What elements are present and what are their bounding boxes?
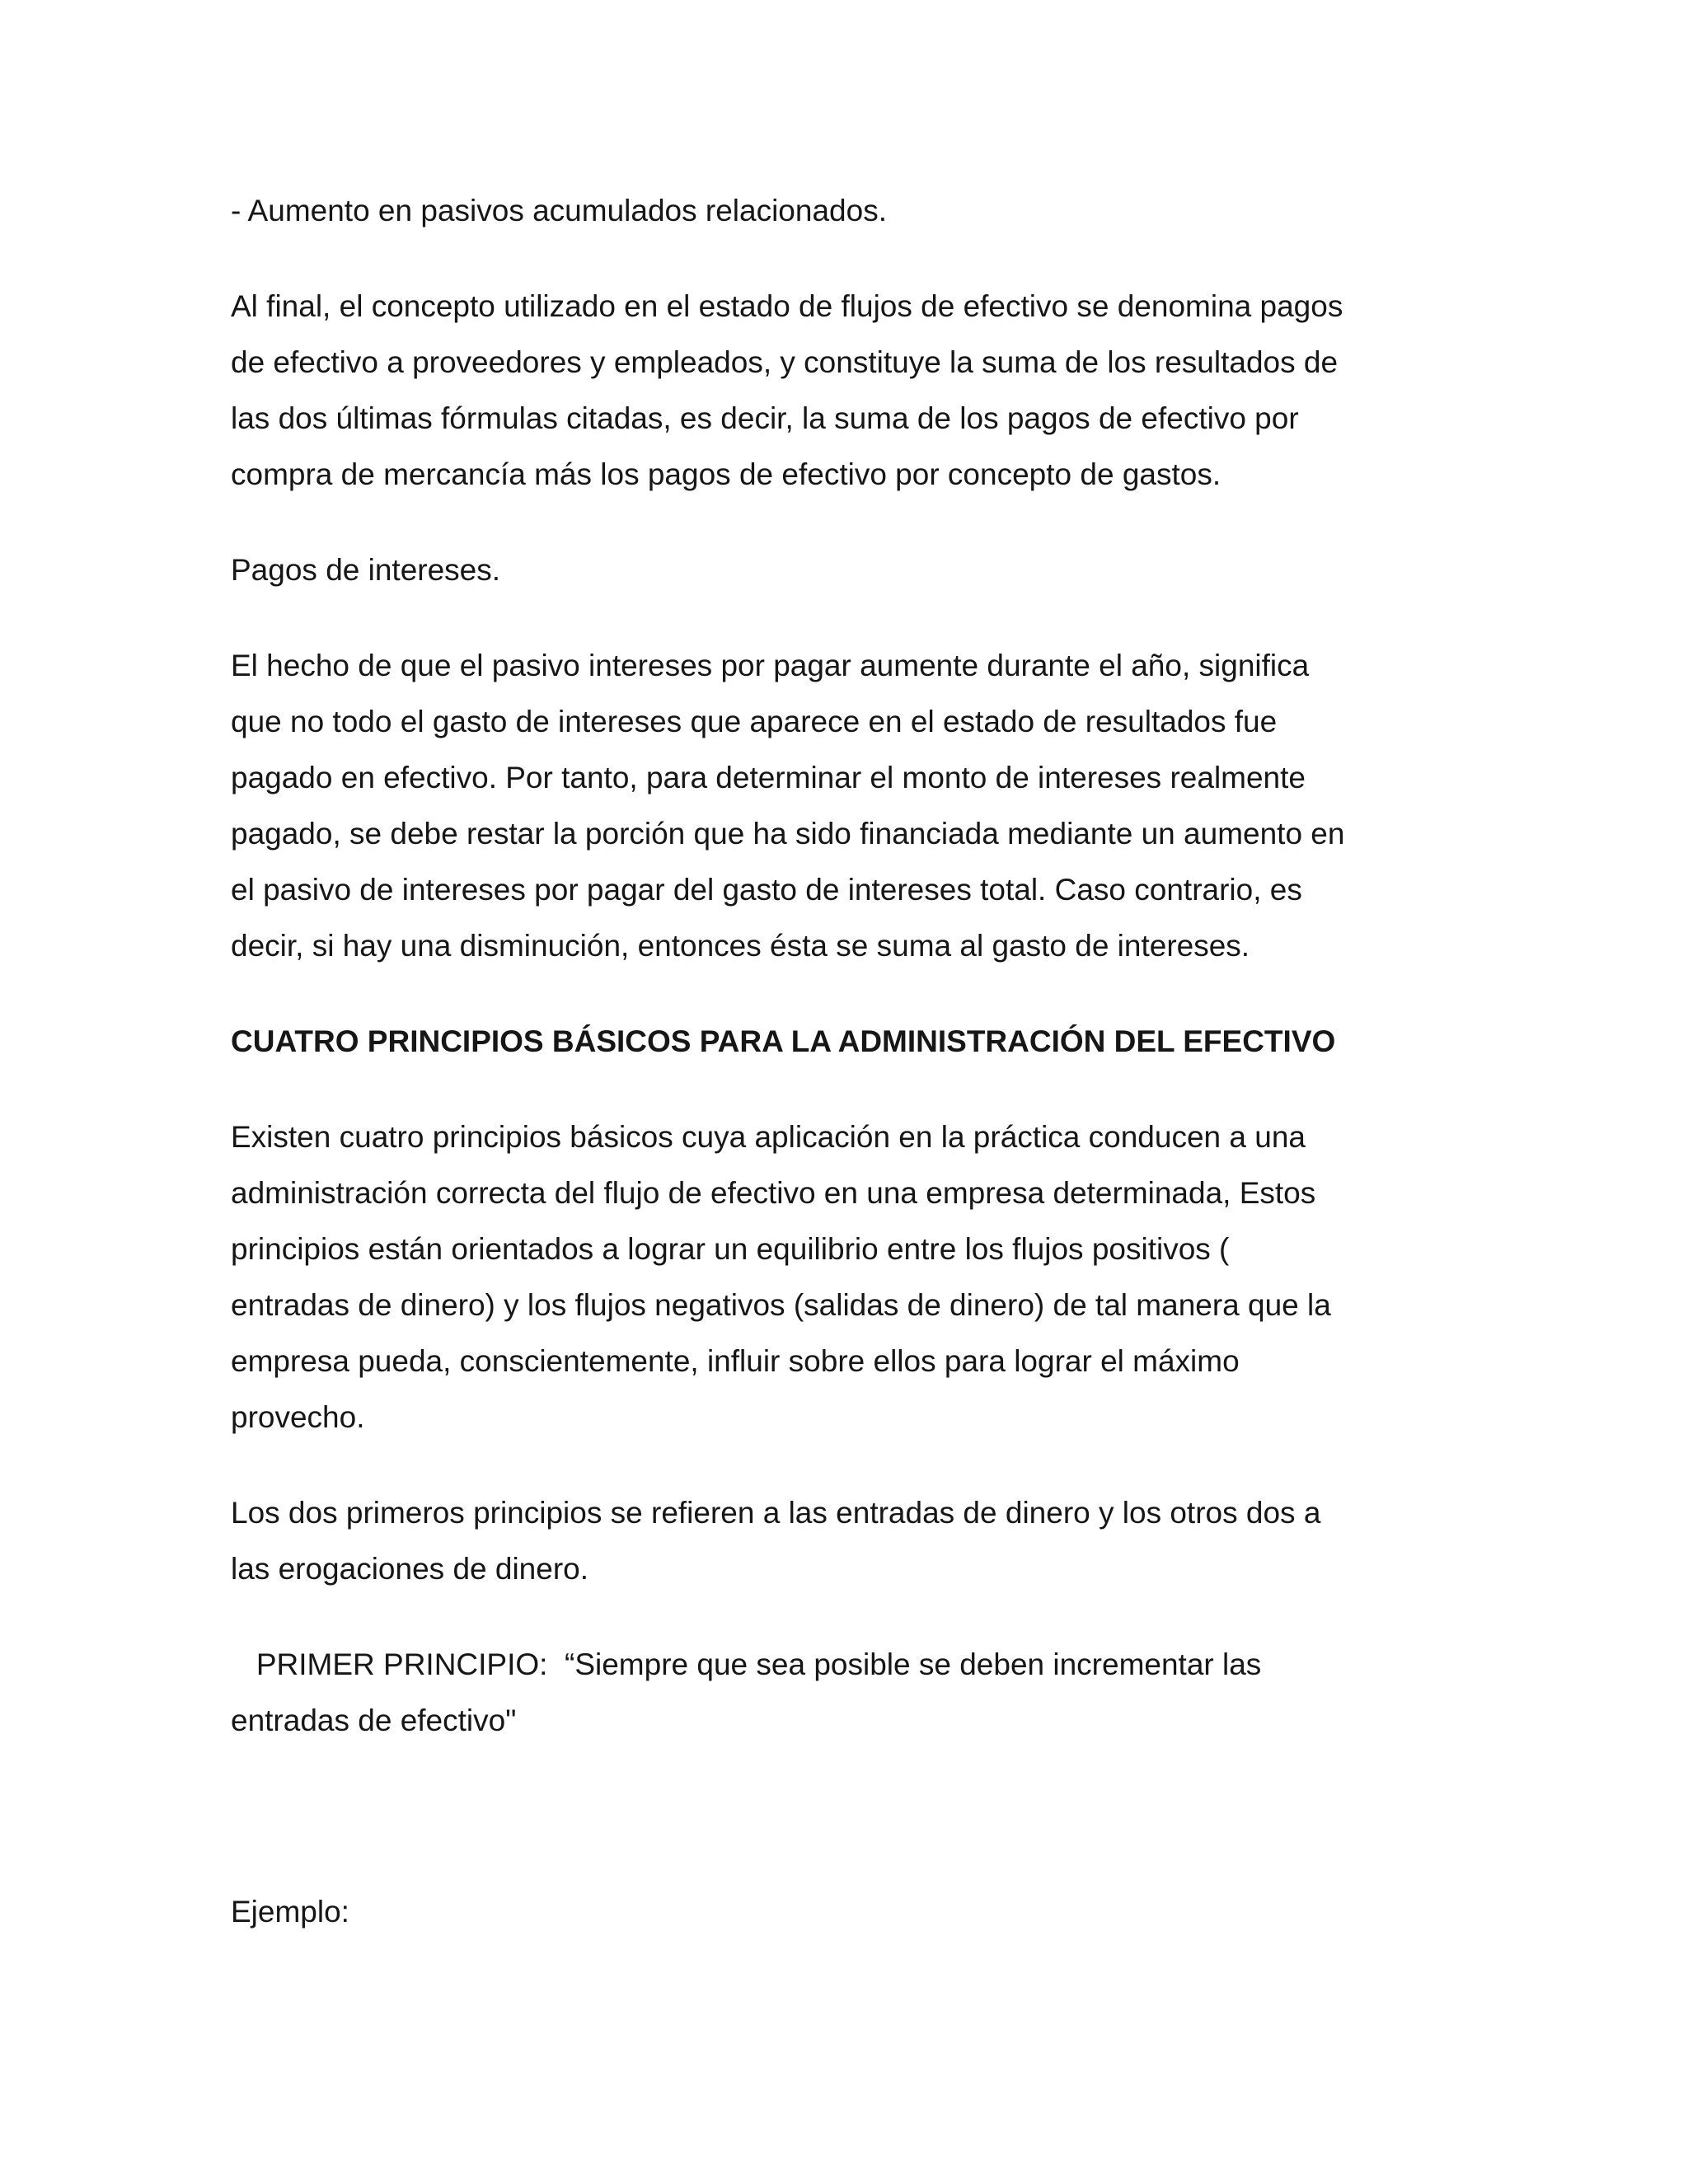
section-heading: Pagos de intereses. — [231, 553, 501, 587]
text-line: de efectivo a proveedores y empleados, y constituye la suma de los resultados de — [231, 345, 1339, 379]
principle-line: PRIMER PRINCIPIO: “Siempre que sea posible se deben incrementar las — [231, 1647, 1262, 1681]
text-line: - Aumento en pasivos acumulados relacionados. — [231, 194, 887, 227]
text-line: El hecho de que el pasivo intereses por pagar aumente durante el año, significa — [231, 649, 1310, 682]
text-line: las dos últimas fórmulas citadas, es decir, la suma de los pagos de efectivo por — [231, 401, 1299, 435]
text-line: pagado en efectivo. Por tanto, para determinar el monto de intereses realmente — [231, 761, 1306, 794]
text-line: Al final, el concepto utilizado en el estado de flujos de efectivo se denomina pagos — [231, 289, 1343, 323]
bold-heading: CUATRO PRINCIPIOS BÁSICOS PARA LA ADMINISTRACIÓN DEL EFECTIVO — [231, 1024, 1336, 1058]
text-line: entradas de efectivo" — [231, 1704, 517, 1737]
text-line: compra de mercancía más los pagos de efectivo por concepto de gastos. — [231, 457, 1221, 491]
text-line: principios están orientados a lograr un equilibrio entre los flujos positivos ( — [231, 1232, 1230, 1266]
text-line: Existen cuatro principios básicos cuya aplicación en la práctica conducen a una — [231, 1120, 1306, 1154]
text-line: que no todo el gasto de intereses que aparece en el estado de resultados fue — [231, 705, 1278, 738]
text-line: empresa pueda, conscientemente, influir sobre ellos para lograr el máximo — [231, 1344, 1240, 1378]
text-line: el pasivo de intereses por pagar del gasto de intereses total. Caso contrario, es — [231, 873, 1302, 907]
text-line: Los dos primeros principios se refieren a las entradas de dinero y los otros dos a — [231, 1496, 1321, 1530]
text-line: pagado, se debe restar la porción que ha sido financiada mediante un aumento en — [231, 817, 1345, 851]
text-line: provecho. — [231, 1400, 365, 1434]
text-line: entradas de dinero) y los flujos negativos (salidas de dinero) de tal manera que la — [231, 1288, 1331, 1322]
text-line: decir, si hay una disminución, entonces ésta se suma al gasto de intereses. — [231, 929, 1250, 963]
example-label: Ejemplo: — [231, 1895, 349, 1929]
text-line: las erogaciones de dinero. — [231, 1552, 589, 1586]
text-line: administración correcta del flujo de efectivo en una empresa determinada, Estos — [231, 1176, 1316, 1210]
